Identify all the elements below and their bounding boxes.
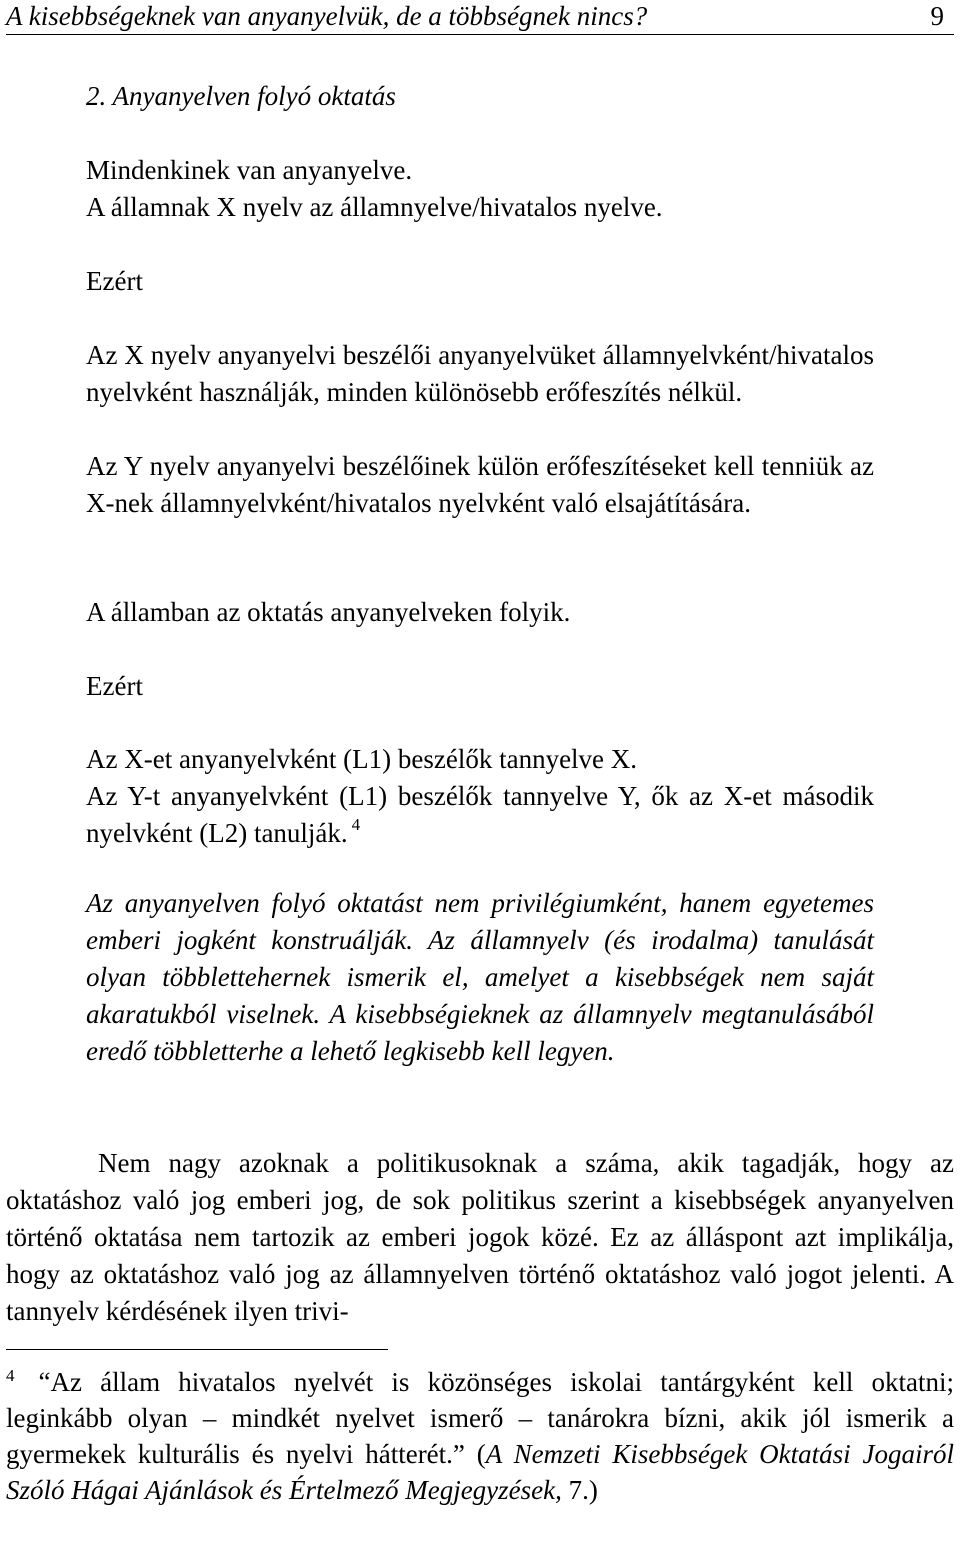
conclusion-paragraph-1: Az X nyelv anyanyelvi beszélői anyanyelvüket államnyelvként/hivatalos nyelvként használják, minden különösebb erőfeszítés nélkül.: [86, 340, 874, 407]
footnote-source-title: A Nemzeti Kisebbségek Oktatási Jogairól Szóló Hágai Ajánlások és Értelmező Megjegyzések,: [6, 1439, 954, 1505]
body-paragraph: Nem nagy azoknak a politikusoknak a száma, akik tagadják, hogy az oktatáshoz való jog emberi jog, de sok politikus szerint a kisebbségek anyanyelven történő oktatása nem tartozik az emberi jogok közé. Ez az álláspont azt implikálja, hogy az oktatáshoz való jog az államnyelven történő oktatáshoz való jogot jelenti. A tannyelv kérdésének ilyen trivi-: [6, 1148, 954, 1326]
premise-2: A államban az oktatás anyanyelveken folyik.: [86, 597, 571, 627]
conclusion-paragraph-2: Az Y nyelv anyanyelvi beszélőinek külön erőfeszítéseket kell tenniük az X-nek államnyelvként/hivatalos nyelvként való elsajátítására.: [86, 451, 874, 518]
therefore-label-2: Ezért: [86, 671, 143, 701]
footnote-number: 4: [6, 1366, 15, 1385]
therefore-label-1: Ezért: [86, 266, 143, 296]
running-header-title: A kisebbségeknek van anyanyelvük, de a többségnek nincs?: [6, 1, 648, 31]
section-title: 2. Anyanyelven folyó oktatás: [86, 81, 396, 111]
footnote-text: “Az állam hivatalos nyelvét is közönséges iskolai tantárgyként kell oktatni; leginkább olyan – mindkét nyelvet ismerő – tanárokra bízni, akik jól ismerik a gyermekek kulturális és nyelvi hátterét.” (: [6, 1367, 954, 1469]
running-header: [6, 0, 954, 35]
footnote-source-end: 7.): [561, 1475, 598, 1505]
footnote-separator: [6, 1349, 388, 1350]
conclusion-paragraph-4: [86, 778, 874, 852]
premise-line-2: A államnak X nyelv az államnyelve/hivatalos nyelve.: [86, 192, 663, 222]
conclusion-line-3: Az X-et anyanyelvként (L1) beszélők tannyelve X.: [86, 744, 638, 774]
italic-summary-block: Az anyanyelven folyó oktatást nem privilégiumként, hanem egyetemes emberi jogként konstruálják. Az államnyelv (és irodalma) tanulását olyan többlettehernek ismerik el, amelyet a kisebbségek nem saját akaratukból viselnek. A kisebbségieknek az államnyelv megtanulásából eredő többletterhe a lehető legkisebb kell legyen.: [86, 888, 874, 1066]
premise-line-1: Mindenkinek van anyanyelve.: [86, 155, 413, 185]
footnote-reference: 4: [351, 815, 361, 834]
conclusion-paragraph-4-text: Az Y-t anyanyelvként (L1) beszélők tannyelve Y, ők az X-et második nyelvként (L2) tanulják.: [86, 781, 874, 848]
page-number: 9: [930, 1, 944, 31]
footnote: [6, 1358, 954, 1508]
premises-block-1: [86, 152, 874, 226]
